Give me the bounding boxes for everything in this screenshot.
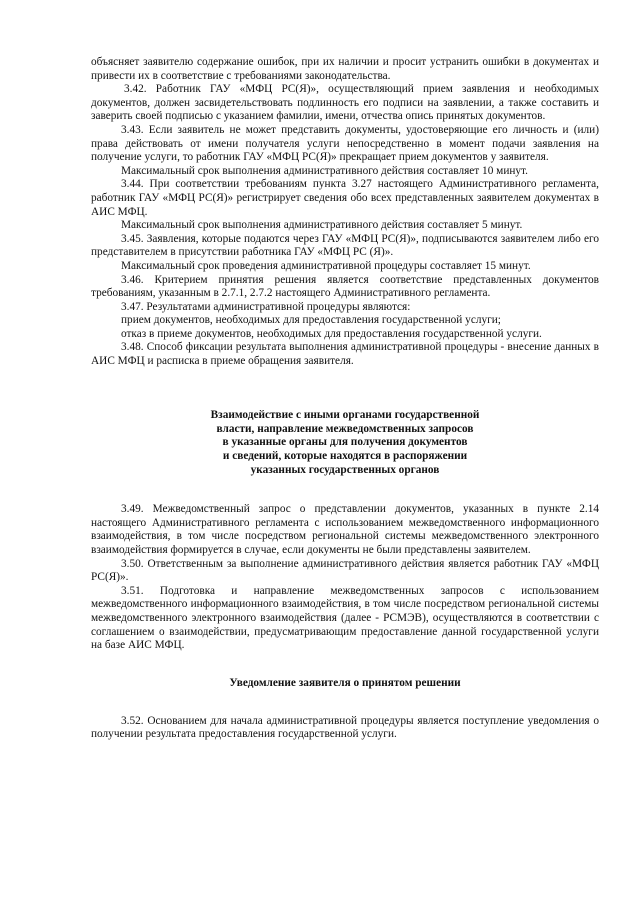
section-heading-interaction [91,409,599,479]
paragraph-3-43: 3.43. Если заявитель не может представить документы, удостоверяющие его личность и (или) права действовать от имени получателя услуги непосредственно в момент подачи заявления на получение услуги, то работник ГАУ «МФЦ РС(Я)» прекращает прием документов у заявителя. [91,123,599,164]
heading-line: Взаимодействие с иными органами государственной [210,408,480,421]
heading-line: в указанные органы для получения документов [222,436,468,449]
section-heading-notification: Уведомление заявителя о принятом решении [229,676,461,689]
paragraph-time-limit: Максимальный срок выполнения административного действия составляет 5 минут. [121,219,523,232]
heading-line: власти, направление межведомственных запросов [216,422,474,435]
paragraph-3-51: 3.51. Подготовка и направление межведомственных запросов с использованием межведомственного информационного взаимодействия, в том числе посредством региональной системы межведомственного электронного взаимодействия (далее - РСМЭВ), осуществляются в соответствии с соглашением о взаимодействии, предусматривающим предоставление данной государственной услуги на базе АИС МФЦ. [91,584,599,652]
paragraph-3-44: 3.44. При соответствии требованиям пункта 3.27 настоящего Административного регламента, работник ГАУ «МФЦ РС(Я)» регистрирует сведения обо всех представленных заявителем документах в АИС МФЦ. [91,178,599,218]
paragraph-3-45: 3.45. Заявления, которые подаются через ГАУ «МФЦ РС(Я)», подписываются заявителем либо его представителем в присутствии работника ГАУ «МФЦ РС (Я)». [91,232,599,259]
heading-line: указанных государственных органов [250,464,440,477]
paragraph-3-47: 3.47. Результатами административной процедуры являются: [121,300,411,313]
paragraph-3-49: 3.49. Межведомственный запрос о представлении документов, указанных в пункте 2.14 настоящего Административного регламента с использованием межведомственного информационного взаимодействия, в том числе посредством региональной системы межведомственного электронного взаимодействия формируется в случае, если документы не были представлены заявителем. [91,503,599,556]
paragraph-3-48: 3.48. Способ фиксации результата выполнения административной процедуры - внесение данных в АИС МФЦ и расписка в приеме обращения заявителя. [91,341,599,368]
paragraph-3-52: 3.52. Основанием для начала административной процедуры является поступление уведомления о получении результата предоставления государственной услуги. [91,714,599,741]
heading-line: и сведений, которые находятся в распоряжении [222,450,468,463]
paragraph: объясняет заявителю содержание ошибок, при их наличии и просит устранить ошибки в документах и привести их в соответствие с требованиями законодательства. [91,56,599,82]
paragraph-3-46: 3.46. Критерием принятия решения является соответствие представленных документов требованиям, указанным в 2.7.1, 2.7.2 настоящего Административного регламента. [91,273,599,300]
paragraph-3-50: 3.50. Ответственным за выполнение административного действия является работник ГАУ «МФЦ РС(Я)». [91,557,599,584]
paragraph-time-limit: Максимальный срок выполнения административного действия составляет 10 минут. [121,164,528,177]
list-item: прием документов, необходимых для предоставления государственной услуги; [121,314,501,327]
paragraph-time-limit: Максимальный срок проведения административной процедуры составляет 15 минут. [121,259,531,272]
paragraph-3-42: 3.42. Работник ГАУ «МФЦ РС(Я)», осуществляющий прием заявления и необходимых документов, должен засвидетельствовать подлинность его подписи на заявлении, а также составить и заверить своей подписью с указанием фамилии, имени, отчества опись принятых документов. [91,83,599,123]
list-item: отказ в приеме документов, необходимых для предоставления государственной услуги. [121,327,542,340]
